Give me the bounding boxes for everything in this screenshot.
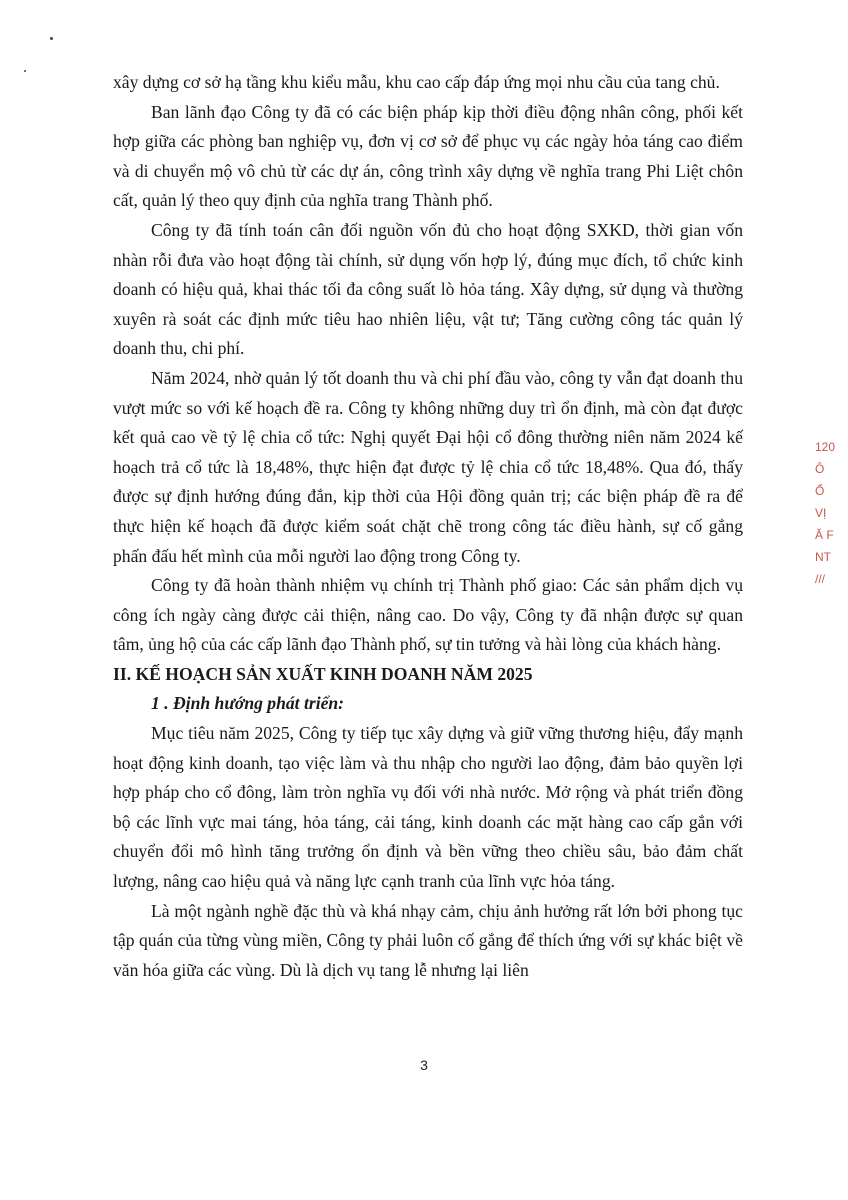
paragraph: Mục tiêu năm 2025, Công ty tiếp tục xây dựng và giữ vững thương hiệu, đẩy mạnh hoạt động kinh doanh, tạo việc làm và thu nhập cho người lao động, đảm bảo quyền lợi hợp pháp cho cổ đông, làm tròn nghĩa vụ đối với nhà nước. Mở rộng và phát triển đồng bộ các lĩnh vực mai táng, hỏa táng, cải táng, kinh doanh các mặt hàng cao cấp gắn với chuyển đổi mô hình tăng trưởng ổn định và bền vững theo chiều sâu, bảo đảm chất lượng, nâng cao hiệu quả và năng lực cạnh tranh của lĩnh vực hỏa táng. <box>113 723 743 892</box>
subsection-heading: 1 . Định hướng phát triển: <box>151 693 345 714</box>
document-body <box>113 68 743 985</box>
paragraph: Công ty đã tính toán cân đối nguồn vốn đủ cho hoạt động SXKD, thời gian vốn nhàn rỗi đưa vào hoạt động tài chính, sử dụng vốn hợp lý, đúng mục đích, tổ chức kinh doanh có hiệu quả, khai thác tối đa công suất lò hỏa táng. Xây dựng, sử dụng và thường xuyên rà soát các định mức tiêu hao nhiên liệu, vật tư; Tăng cường công tác quản lý doanh thu, chi phí. <box>113 219 743 359</box>
stamp-text: 120 <box>815 440 836 454</box>
scan-speck <box>24 70 26 72</box>
stamp-text: Ổ <box>815 484 825 498</box>
paragraph: Công ty đã hoàn thành nhiệm vụ chính trị Thành phố giao: Các sản phẩm dịch vụ công ích ngày càng được cải thiện, nâng cao. Do vậy, Công ty đã nhận được sự quan tâm, ủng hộ của các cấp lãnh đạo Thành phố, sự tin tưởng và hài lòng của khách hàng. <box>113 575 743 655</box>
section-heading: II. KẾ HOẠCH SẢN XUẤT KINH DOANH NĂM 2025 <box>113 663 533 684</box>
page-number: 3 <box>420 1057 428 1073</box>
red-stamp-fragment <box>815 436 848 606</box>
stamp-text: Ă F <box>815 528 834 542</box>
paragraph: Ban lãnh đạo Công ty đã có các biện pháp kịp thời điều động nhân công, phối kết hợp giữa các phòng ban nghiệp vụ, đơn vị cơ sở để phục vụ các ngày hỏa táng cao điểm và di chuyển mộ vô chủ từ các dự án, công trình xây dựng về nghĩa trang Phi Liệt chôn cất, quản lý theo quy định của nghĩa trang Thành phố. <box>113 101 743 211</box>
stamp-text: VỊ <box>815 506 827 520</box>
paragraph: Là một ngành nghề đặc thù và khá nhạy cảm, chịu ảnh hưởng rất lớn bởi phong tục tập quán của từng vùng miền, Công ty phải luôn cố gắng để thích ứng với sự khác biệt về văn hóa giữa các vùng. Dù là dịch vụ tang lễ nhưng lại liên <box>113 900 743 980</box>
stamp-text: Ô <box>815 462 825 476</box>
scan-speck <box>50 37 53 40</box>
stamp-text: NT <box>815 550 831 564</box>
stamp-text: /// <box>815 572 826 586</box>
paragraph: Năm 2024, nhờ quản lý tốt doanh thu và chi phí đầu vào, công ty vẫn đạt doanh thu vượt mức so với kế hoạch đề ra. Công ty không những duy trì ổn định, mà còn đạt được kết quả cao về tỷ lệ chia cổ tức: Nghị quyết Đại hội cổ đông thường niên năm 2024 kế hoạch trả cổ tức là 18,48%, thực hiện đạt được tỷ lệ chia cổ tức 18,48%. Qua đó, thấy được sự định hướng đúng đắn, kịp thời của Hội đồng quản trị; các biện pháp đề ra để thực hiện kế hoạch đã được kiểm soát chặt chẽ trong công tác điều hành, sự cố gắng phấn đấu hết mình của mỗi người lao động trong Công ty. <box>113 367 743 566</box>
paragraph: xây dựng cơ sở hạ tầng khu kiểu mẫu, khu cao cấp đáp ứng mọi nhu cầu của tang chủ. <box>113 72 720 92</box>
